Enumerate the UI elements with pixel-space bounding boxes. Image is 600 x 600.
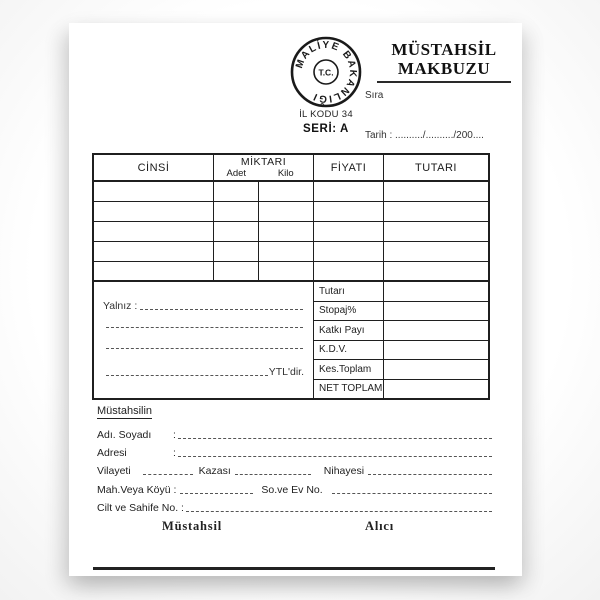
- receipt-page: [69, 23, 522, 576]
- cell-kilo: [259, 222, 314, 241]
- table-header-row: [94, 155, 488, 182]
- province-label: Vilayeti: [97, 465, 131, 477]
- cell-fiyati: [314, 222, 384, 241]
- amount-in-words-box: [94, 282, 314, 398]
- signature-buyer: Alıcı: [365, 519, 394, 533]
- write-in-line: [106, 324, 303, 328]
- volume-write-in-line: [186, 507, 492, 512]
- province-write-in-line: [143, 470, 193, 475]
- cell-adet: [214, 222, 259, 241]
- cell-adet: [214, 182, 259, 201]
- title-line-2: MAKBUZU: [397, 59, 491, 78]
- totals-label: Katkı Payı: [314, 321, 384, 340]
- cell-tutari: [384, 242, 488, 261]
- cell-cinsi: [94, 182, 214, 201]
- cell-kilo: [259, 182, 314, 201]
- field-row-name: [97, 427, 492, 441]
- colon: :: [173, 429, 176, 441]
- field-row-village: [97, 482, 492, 496]
- cell-cinsi: [94, 222, 214, 241]
- cell-adet: [214, 242, 259, 261]
- district-label: Kazası: [198, 465, 231, 477]
- write-in-line: [106, 345, 303, 349]
- title-line-1: MÜSTAHSİL: [391, 40, 497, 59]
- svg-text:MALİYE BAKANLIĞI: MALİYE BAKANLIĞI: [294, 39, 359, 105]
- totals-value-cell: [384, 282, 488, 301]
- table-row: [94, 242, 488, 262]
- nihayesi-label: Nihayesi: [323, 465, 365, 477]
- seal-seri: SERİ: A: [303, 123, 349, 135]
- village-label: Mah.Veya Köyü :: [97, 484, 177, 496]
- totals-value-cell: [384, 341, 488, 360]
- cell-kilo: [259, 242, 314, 261]
- tarih-label: Tarih : ........../........../200....: [365, 130, 484, 141]
- colon: :: [173, 447, 176, 459]
- cell-cinsi: [94, 262, 214, 280]
- totals-label: Stopaj%: [314, 302, 384, 321]
- totals-label: K.D.V.: [314, 341, 384, 360]
- totals-row: [314, 360, 488, 380]
- totals-column: [314, 282, 488, 398]
- table-row: [94, 222, 488, 242]
- seal-il-kodu: İL KODU 34: [299, 109, 353, 120]
- totals-row: [314, 321, 488, 341]
- summary-section: [94, 282, 488, 398]
- cell-fiyati: [314, 182, 384, 201]
- cell-adet: [214, 202, 259, 221]
- totals-label: Kes.Toplam: [314, 360, 384, 379]
- street-label: So.ve Ev No.: [261, 484, 323, 496]
- field-row-volume: [97, 500, 492, 514]
- nihayesi-write-in-line: [368, 470, 492, 475]
- totals-value-cell: [384, 360, 488, 379]
- signature-producer: Müstahsil: [162, 519, 222, 533]
- table-row: [94, 182, 488, 202]
- svg-text:T.C.: T.C.: [318, 67, 334, 78]
- totals-row: [314, 341, 488, 361]
- totals-label: Tutarı: [314, 282, 384, 301]
- sira-label: Sıra: [365, 90, 384, 101]
- cell-cinsi: [94, 242, 214, 261]
- col-header-miktari-label: MİKTARI: [240, 156, 287, 168]
- ministry-seal-icon: [289, 35, 363, 109]
- volume-label: Cilt ve Sahife No. :: [97, 502, 184, 514]
- totals-value-cell: [384, 321, 488, 340]
- cell-kilo: [259, 262, 314, 280]
- cell-tutari: [384, 262, 488, 280]
- col-header-fiyati: FİYATI: [314, 155, 384, 180]
- col-header-tutari: TUTARI: [415, 161, 457, 174]
- totals-row: [314, 302, 488, 322]
- totals-value-cell: [384, 302, 488, 321]
- write-in-line: [140, 306, 303, 310]
- table-row: [94, 262, 488, 282]
- cell-cinsi: [94, 202, 214, 221]
- producer-section-title: Müstahsilin: [97, 405, 153, 417]
- totals-row: [314, 282, 488, 302]
- address-label: Adresi: [97, 447, 127, 459]
- cell-tutari: [384, 182, 488, 201]
- col-header-adet: Adet: [226, 168, 247, 179]
- items-table: [92, 153, 490, 400]
- bottom-rule: [93, 567, 495, 570]
- cell-adet: [214, 262, 259, 280]
- field-row-province: [97, 463, 492, 477]
- cell-tutari: [384, 202, 488, 221]
- totals-row: [314, 380, 488, 399]
- col-header-miktari: [214, 155, 314, 180]
- district-write-in-line: [235, 470, 311, 475]
- ytl-suffix: YTL'dir.: [268, 366, 304, 378]
- name-label: Adı. Soyadı: [97, 429, 152, 441]
- street-write-in-line: [332, 489, 492, 494]
- village-write-in-line: [180, 489, 253, 494]
- cell-fiyati: [314, 242, 384, 261]
- cell-kilo: [259, 202, 314, 221]
- totals-label: NET TOPLAM: [314, 380, 384, 399]
- cell-fiyati: [314, 262, 384, 280]
- table-row: [94, 202, 488, 222]
- write-in-line: [106, 372, 268, 376]
- totals-value-cell: [384, 380, 488, 399]
- col-header-kilo: Kilo: [277, 168, 294, 179]
- col-header-cinsi: CİNSİ: [94, 155, 214, 180]
- name-write-in-line: [178, 434, 492, 439]
- cell-fiyati: [314, 202, 384, 221]
- field-row-address: [97, 445, 492, 459]
- yalniz-label: Yalnız :: [103, 300, 138, 312]
- cell-tutari: [384, 222, 488, 241]
- address-write-in-line: [178, 452, 492, 457]
- document-title: [377, 40, 511, 83]
